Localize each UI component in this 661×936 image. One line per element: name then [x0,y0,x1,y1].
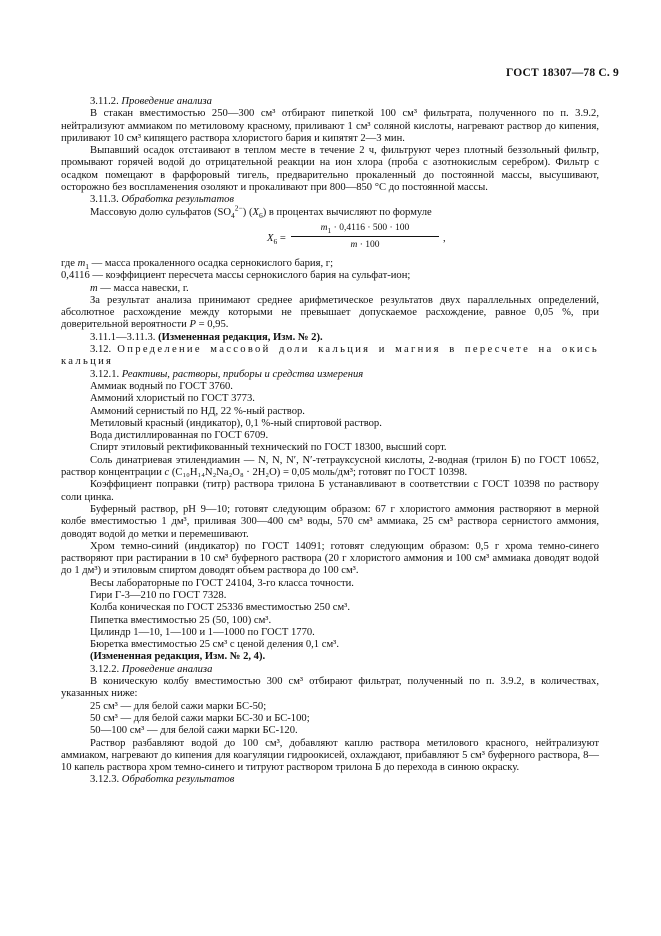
amount-item: 50 см³ — для белой сажи марки БС-30 и БС-100; [90,712,310,724]
equipment-item: Цилиндр 1—10, 1—100 и 1—1000 по ГОСТ 1770. [90,626,315,638]
paragraph: Буферный раствор, pH 9—10; готовят следующим образом: 67 г хлористого аммония растворяют в мерной колбе вместимостью 1 дм³, приливая 300—400 см³ воды, 570 см³ аммиака, 25 см³ раствора сернистого аммония, доводят водой до метки и перемешивают. [61,503,599,540]
formula-legend-item: 0,4116 — коэффициент пересчета массы сернокислого бария на сульфат-ион; [61,270,411,282]
equipment-item: Пипетка вместимостью 25 (50, 100) см³. [90,614,272,626]
paragraph: За результат анализа принимают среднее арифметическое результатов двух параллельных определений, абсолютное расхождение между которыми не превышает допускаемое расхождение, равное 0,05 %, при доверительной вероятности P = 0,95. [61,294,599,331]
reagent-item: Спирт этиловый ректификованный технический по ГОСТ 18300, высший сорт. [90,442,447,454]
reagent-item: Вода дистиллированная по ГОСТ 6709. [90,430,269,442]
equipment-item: Гири Г-3—210 по ГОСТ 7328. [90,589,227,601]
amount-item: 25 см³ — для белой сажи марки БС-50; [90,700,267,712]
equipment-item: Весы лабораторные по ГОСТ 24104, 3-го класса точности. [90,577,354,589]
amount-item: 50—100 см³ — для белой сажи марки БС-120. [90,725,298,737]
paragraph: В стакан вместимостью 250—300 см³ отбирают пипеткой 100 см³ фильтрата, полученного по п. 3.9.2, нейтрализуют аммиаком по метиловому красному, приливают 1 см³ соляной кислоты, нагревают раствор до кипения, приливают 10 см³ кипящего раствора хлористого бария и кипятят 2—3 мин. [61,108,599,144]
document-body [61,96,599,787]
paragraph: Раствор разбавляют водой до 100 см³, добавляют каплю раствора метилового красного, нейтрализуют аммиаком, нагревают до кипения для коагуляции гидроокисей, охлаждают, прибавляют 5 см³ буферного раствора, 8—10 капель раствора хром темно-синего и титруют раствором трилона Б до перехода в синюю окраску. [61,737,599,774]
section-3-11-3-heading: 3.11.3. Обработка результатов [90,194,235,206]
equipment-item: Колба коническая по ГОСТ 25336 вместимостью 250 см³. [90,602,350,614]
formula-fraction [291,222,439,252]
paragraph: В коническую колбу вместимостью 300 см³ отбирают фильтрат, полученный по п. 3.9.2, в количествах, указанных ниже: [61,676,599,700]
amendment-note: 3.11.1—3.11.3. (Измененная редакция, Изм. № 2). [90,331,323,343]
section-3-11-2-heading: 3.11.2. Проведение анализа [90,96,212,107]
sulfate-formula: $X_6$ = $\frac{m_1 \cdot 0,4116 \cdot 500 \cdot 100}{m \cdot 100}$ , [267,222,446,251]
reagent-item: Соль динатриевая этилендиамин — N, N, N′, N′-тетрауксусной кислоты, 2-водная (трилон Б) по ГОСТ 10652, раствор концентрации c (C₁₀H₁₄N₂Na₂O₈ · 2H₂O) = 0,05 моль/дм³; готовят по ГОСТ 10398. [61,454,599,479]
paragraph: Выпавший осадок отстаивают в теплом месте в течение 2 ч, фильтруют через плотный беззольный фильтр, промывают горячей водой до отрицательной реакции на ион хлора (проба с азотнокислым серебром). Фильтр с осадком помещают в фарфоровый тигель, предварительно прокаленный до постоянной массы, высушивают, осторожно без воспламенения озоляют и прокаливают при 800—850 °С до постоянной массы. [61,145,599,194]
paragraph: Хром темно-синий (индикатор) по ГОСТ 14091; готовят следующим образом: 0,5 г хрома темно-синего растворяют при растирании в 10 см³ буферного раствора (20 г хлористого аммония и 100 см³ аммиака доводят водой до 1 дм³) и этиловым спиртом доводят объем раствора до 100 см³. [61,540,599,577]
section-3-12-1-heading: 3.12.1. Реактивы, растворы, приборы и средства измерения [90,368,364,380]
formula-intro: Массовую долю сульфатов $(SO_4^{2-})$ $(X_6)$ в процентах вычисляют по формуле [90,203,432,220]
section-3-12-title: 3.12. Определение массовой доли кальция и магния в пересчете на окись кальция [61,344,599,368]
formula-numerator: $m_1 \cdot 0,4116 \cdot 500 \cdot 100$ [291,222,439,237]
section-3-12-2-heading: 3.12.2. Проведение анализа [90,663,213,675]
equipment-item: Бюретка вместимостью 25 см³ с ценой деления 0,1 см³. [90,639,339,651]
reagent-item: Аммиак водный по ГОСТ 3760. [90,380,233,392]
reagent-item: Аммоний хлористый по ГОСТ 3773. [90,393,255,405]
reagent-item: Аммоний сернистый по НД, 22 %-ный раствор. [90,405,305,417]
formula-lhs: $X_6$ = [267,232,286,247]
section-3-12-3-heading: 3.12.3. Обработка результатов [90,774,235,786]
reagent-item: Метиловый красный (индикатор), 0,1 %-ный спиртовой раствор. [90,417,382,429]
page-header: ГОСТ 18307—78 С. 9 [506,67,619,79]
amendment-note: (Измененная редакция, Изм. № 2, 4). [90,651,266,663]
paragraph: Коэффициент поправки (титр) раствора трилона Б устанавливают в соответствии с ГОСТ 10398 по раствору соли цинка. [61,479,599,503]
formula-legend-item: m — масса навески, г. [90,282,189,294]
formula-denominator: m · 100 [350,240,380,251]
formula-legend-item: где $m_1$ — масса прокаленного осадка сернокислого бария, г; [61,257,334,272]
